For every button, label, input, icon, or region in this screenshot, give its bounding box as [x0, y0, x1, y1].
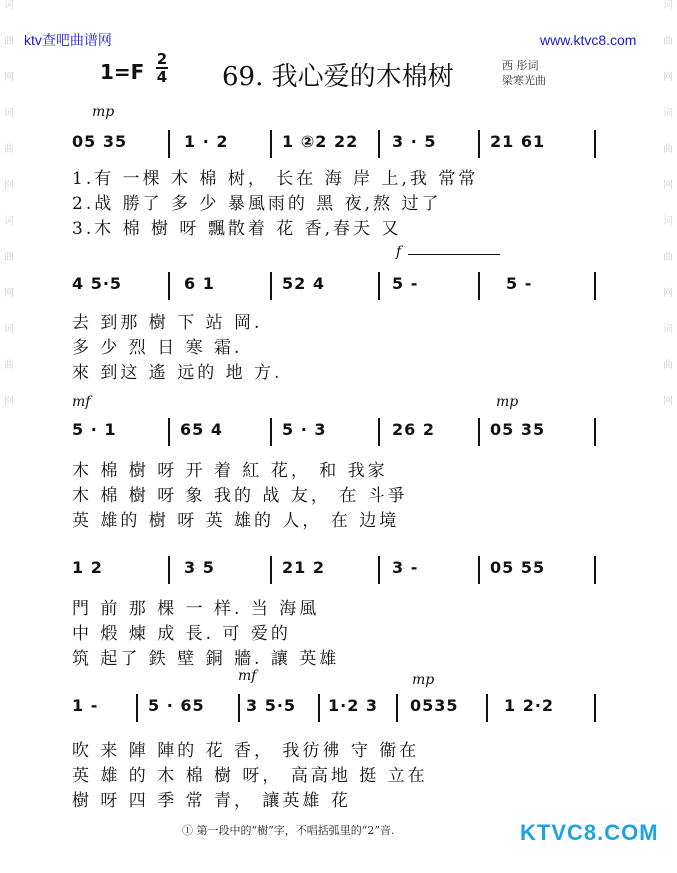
measure: 3 5 [184, 558, 215, 577]
measure: 65 4 [180, 420, 223, 439]
measure: 0535 [410, 696, 459, 715]
barline [378, 418, 380, 446]
barline [378, 272, 380, 300]
barline [594, 694, 596, 722]
lyric-line: 1.有 一棵 木 棉 树， 长在 海 岸 上,我 常常 [72, 169, 479, 189]
lyric-line: 英 雄的 樹 呀 英 雄的 人， 在 边境 [72, 511, 400, 531]
footnote-marker: ① [182, 824, 193, 837]
lyric-line: 木 棉 樹 呀 开 着 紅 花， 和 我家 [72, 461, 388, 481]
lyric-line: 筑 起了 鉄 壁 銅 牆. 讓 英雄 [72, 649, 340, 669]
barline [168, 272, 170, 300]
footnote [182, 822, 395, 838]
lyric-line: 去 到那 樹 下 站 岡. [72, 313, 263, 333]
notation-row-3 [66, 418, 606, 448]
measure: 21 61 [490, 132, 546, 151]
measure: 1 - [72, 696, 99, 715]
measure: 3 5·5 [246, 696, 297, 715]
barline [378, 556, 380, 584]
lyricist: 西 彤词 [502, 59, 539, 72]
dynamic-mark: mp [412, 672, 435, 688]
measure: 5 · 3 [282, 420, 327, 439]
measure: 5 - [392, 274, 419, 293]
barline [318, 694, 320, 722]
measure: 6 1 [184, 274, 215, 293]
notation-row-1 [66, 130, 606, 160]
notation-row-5 [66, 694, 606, 724]
right-watermark-column: 词 曲 网 词 曲 网 词 曲 网 词 曲 网 [663, 0, 673, 407]
time-signature-bottom: 4 [156, 68, 168, 86]
site-url-right[interactable]: www.ktvc8.com [540, 32, 637, 48]
measure: 21 2 [282, 558, 325, 577]
barline [594, 556, 596, 584]
dynamic-mark: mf [72, 394, 91, 410]
barline [478, 272, 480, 300]
barline [168, 130, 170, 158]
key-signature: 1=F [100, 60, 145, 84]
left-watermark-column: 词 曲 网 词 曲 网 词 曲 网 词 曲 网 [4, 0, 14, 407]
measure: 1 ②2 22 [282, 132, 359, 151]
barline [594, 272, 596, 300]
measure: 3 - [392, 558, 419, 577]
barline [168, 418, 170, 446]
barline [168, 556, 170, 584]
site-name-left[interactable]: ktv查吧曲谱网 [24, 32, 112, 48]
dynamic-mark: mp [92, 104, 115, 120]
barline [238, 694, 240, 722]
barline [594, 418, 596, 446]
measure: 52 4 [282, 274, 325, 293]
measure: 5 - [506, 274, 533, 293]
dynamic-mark: f [396, 244, 402, 260]
measure: 1·2 3 [328, 696, 379, 715]
measure: 5 · 65 [148, 696, 205, 715]
measure: 05 35 [72, 132, 128, 151]
lyric-line: 來 到这 遙 远的 地 方. [72, 363, 283, 383]
barline [478, 556, 480, 584]
measure: 1 2 [72, 558, 103, 577]
measure: 26 2 [392, 420, 435, 439]
measure: 3 · 5 [392, 132, 437, 151]
barline [478, 418, 480, 446]
barline [396, 694, 398, 722]
footnote-text: 第一段中的“樹”字，不唱括弧里的“2”音. [196, 824, 395, 837]
song-title: 69. 我心爱的木棉树 [222, 62, 454, 92]
dynamic-mark: mp [496, 394, 519, 410]
site-logo[interactable]: KTVC8.COM [520, 820, 659, 845]
lyric-line: 木 棉 樹 呀 象 我的 战 友， 在 斗爭 [72, 486, 408, 506]
lyric-line: 中 煅 煉 成 長. 可 爱的 [72, 624, 291, 644]
lyric-line: 門 前 那 棵 一 样. 当 海風 [72, 599, 320, 619]
barline [378, 130, 380, 158]
time-signature-top: 2 [156, 50, 168, 68]
dynamic-mark: mf [238, 668, 257, 684]
lyric-line: 吹 来 陣 陣的 花 香， 我彷彿 守 衞在 [72, 741, 420, 761]
lyric-line: 英 雄 的 木 棉 樹 呀， 高高地 挺 立在 [72, 766, 428, 786]
barline [136, 694, 138, 722]
notation-row-2 [66, 272, 606, 302]
credits [502, 58, 546, 88]
measure: 5 · 1 [72, 420, 117, 439]
lyric-line: 2.战 勝了 多 少 暴風雨的 黑 夜,熬 过了 [72, 194, 442, 214]
lyric-line: 3.木 棉 樹 呀 飄散着 花 香,春天 又 [72, 219, 402, 239]
barline [594, 130, 596, 158]
measure: 05 35 [490, 420, 546, 439]
lyric-line: 樹 呀 四 季 常 青， 讓英雄 花 [72, 791, 351, 811]
measure: 4 5·5 [72, 274, 123, 293]
barline [270, 418, 272, 446]
composer: 梁寒光曲 [502, 74, 546, 87]
measure: 1 · 2 [184, 132, 229, 151]
notation-row-4 [66, 556, 606, 586]
time-signature [156, 52, 168, 84]
measure: 1 2·2 [504, 696, 555, 715]
barline [478, 130, 480, 158]
crescendo-line [408, 254, 500, 255]
barline [270, 272, 272, 300]
measure: 05 55 [490, 558, 546, 577]
barline [270, 556, 272, 584]
barline [270, 130, 272, 158]
barline [486, 694, 488, 722]
lyric-line: 多 少 烈 日 寒 霜. [72, 338, 243, 358]
